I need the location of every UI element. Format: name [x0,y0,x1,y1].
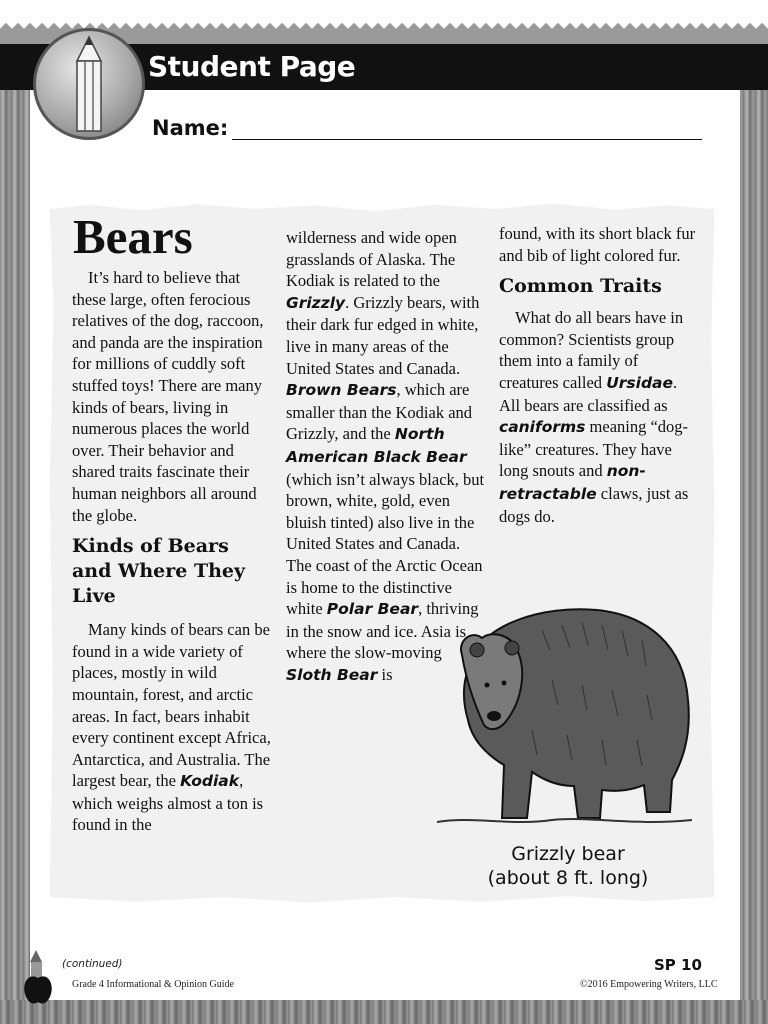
term-caniforms: caniforms [499,418,586,437]
caption-line-1: Grizzly bear [511,843,625,865]
page-number: SP 10 [654,956,702,974]
article-title: Bears [73,209,193,264]
copyright: ©2016 Empowering Writers, LLC [580,979,718,990]
term-black-bear: North American Black Bear [286,425,467,466]
text-span: meaning “dog-like” creatures. They have long snouts and [499,417,689,481]
term-brown-bears: Brown Bears [286,381,397,400]
name-label: Name: [152,116,229,140]
term-sloth-bear: Sloth Bear [286,665,378,684]
column-3 [499,223,699,527]
pencil-border-bottom [0,1000,768,1024]
column-3-intro: found, with its short black fur and bib of light colored fur. [499,224,696,265]
apple-pencil-icon [22,950,54,1006]
term-kodiak: Kodiak [180,772,240,791]
guide-title: Grade 4 Informational & Opinion Guide [72,979,234,990]
text-span: (which isn’t always black, but brown, white, gold, even bluish tinted) also live in the United States and Canada. The coast of the Arctic Ocean is home to the distinctive white [286,469,485,619]
kinds-subhead: Kinds of Bears and Where They Live [72,535,246,608]
term-ursidae: Ursidae [606,373,674,392]
pencil-badge [33,28,145,140]
continued-note: (continued) [62,958,123,970]
text-span: Many kinds of bears can be found in a wide variety of places, mostly in wild mountain, forest, and arctic areas. In fact, bears inhabit every continent except Africa, Antarctica, and Australia. The largest bear, the [72,620,271,791]
text-span: , which are smaller than the Kodiak and Grizzly, and the [286,380,473,444]
text-span: . All bears are classified as [499,372,678,415]
name-write-line[interactable] [232,139,702,140]
term-grizzly: Grizzly [286,293,346,312]
text-span: , which weighs almost a ton is found in the [72,771,264,835]
grizzly-bear-illustration [432,590,702,835]
text-span: What do all bears have in common? Scientists group them into a family of creatures called [499,308,684,392]
text-span: wilderness and wide open grasslands of Alaska. The Kodiak is related to the [286,228,457,291]
caption-line-2: (about 8 ft. long) [487,867,649,889]
text-span: , thriving in the snow and ice. Asia is where the slow-moving [286,599,479,663]
traits-paragraph [499,307,699,527]
page-title: Student Page [148,50,356,83]
traits-subhead: Common Traits [499,275,662,298]
column-1 [72,267,272,836]
term-polar-bear: Polar Bear [326,600,419,619]
kinds-paragraph [72,619,272,836]
intro-paragraph: It’s hard to believe that these large, often ferocious relatives of the dog, raccoon, and panda are the inspiration for millions of cuddly soft stuffed toys! There are many kinds of bears, living in numerous places the world over. Their behavior and shared traits fascinate their human neighbors all around the globe. [72,268,264,525]
pencil-icon [36,31,142,137]
text-span: is [377,664,393,684]
bear-caption [463,842,673,890]
text-span: . Grizzly bears, with their dark fur edged in white, live in many areas of the United States and Canada. [286,292,480,378]
text-span: claws, just as dogs do. [499,483,689,526]
term-non-retractable: non-retractable [499,462,646,503]
